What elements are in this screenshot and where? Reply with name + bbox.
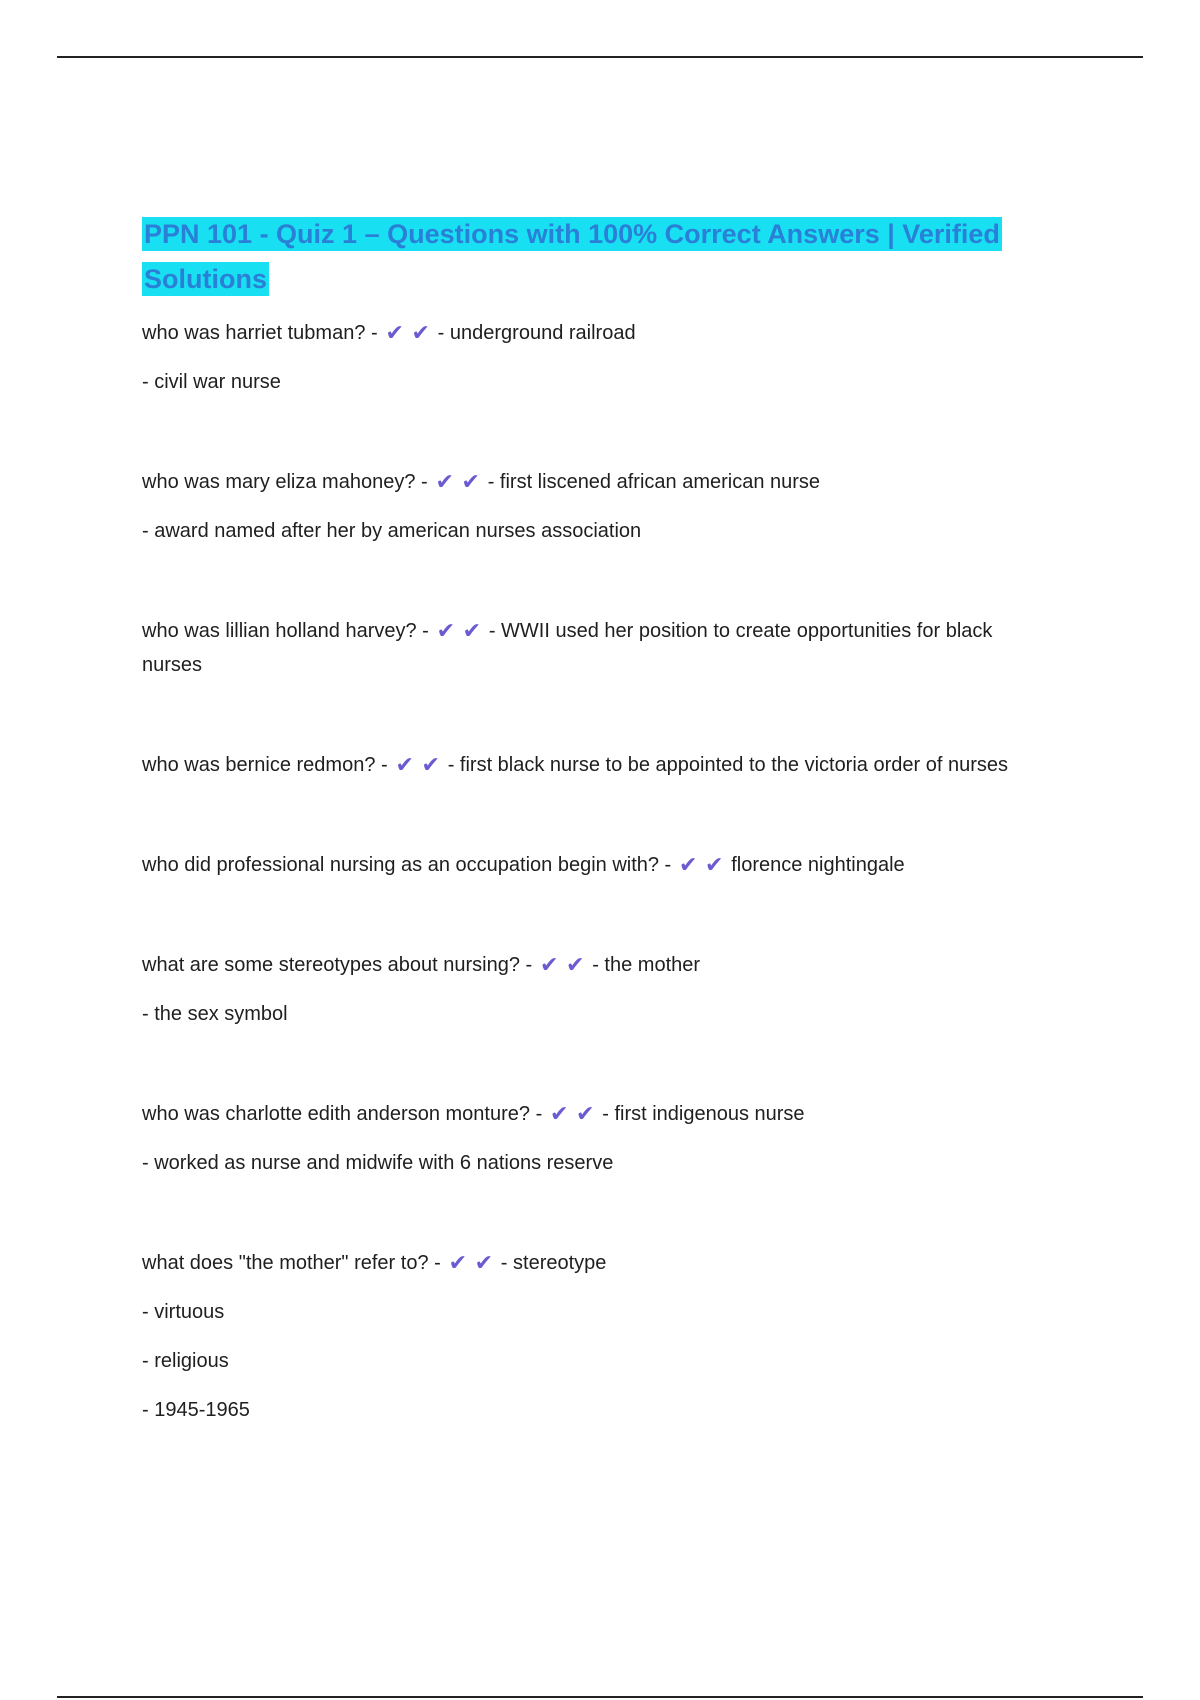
answer-extra-line: - award named after her by american nurses association: [142, 520, 642, 542]
question-line: [142, 1246, 1042, 1280]
answer-text: - first black nurse to be appointed to the victoria order of nurses: [447, 754, 1008, 776]
double-check-icon: ✔ ✔: [448, 1250, 494, 1275]
question-text: who was charlotte edith anderson monture? -: [142, 1103, 543, 1125]
answer-text: - first indigenous nurse: [602, 1103, 805, 1125]
title-highlight: PPN 101 - Quiz 1 – Questions with 100% Correct Answers | Verified Solutions: [144, 219, 1000, 294]
answer-extra-line: - religious: [142, 1350, 229, 1372]
question-line: [142, 465, 1042, 499]
answer-text: - WWII used her position to create opportunities for black nurses: [142, 620, 993, 676]
qa-item: [142, 316, 1042, 399]
double-check-icon: ✔ ✔: [550, 1101, 595, 1126]
answer-text: - first liscened african american nurse: [487, 471, 821, 493]
double-check-icon: ✔ ✔: [540, 952, 585, 977]
document-body: [142, 212, 1042, 1442]
double-check-icon: ✔ ✔: [435, 469, 480, 494]
double-check-icon: ✔ ✔: [385, 320, 430, 345]
document-title: [142, 212, 1042, 302]
qa-item: [142, 848, 1042, 882]
header-rule: [57, 56, 1143, 58]
answer-extra-line: - virtuous: [142, 1301, 225, 1323]
question-line: [142, 614, 1042, 682]
question-text: who did professional nursing as an occupation begin with? -: [142, 854, 672, 876]
question-line: [142, 1097, 1042, 1131]
question-line: [142, 848, 1042, 882]
qa-item: [142, 1246, 1042, 1427]
question-text: who was bernice redmon? -: [142, 754, 388, 776]
answer-extra-line: - worked as nurse and midwife with 6 nations reserve: [142, 1152, 614, 1174]
answer-text: - the mother: [592, 954, 701, 976]
question-line: [142, 316, 1042, 350]
question-text: what are some stereotypes about nursing? -: [142, 954, 533, 976]
qa-list: [142, 316, 1042, 1427]
double-check-icon: ✔ ✔: [436, 618, 482, 643]
qa-item: [142, 614, 1042, 682]
double-check-icon: ✔ ✔: [679, 852, 724, 877]
answer-extra-line: - civil war nurse: [142, 371, 281, 393]
question-line: [142, 948, 1042, 982]
answer-text: - underground railroad: [437, 322, 636, 344]
answer-extra-line: - the sex symbol: [142, 1003, 288, 1025]
answer-text: - stereotype: [500, 1252, 607, 1274]
question-text: what does "the mother" refer to? -: [142, 1252, 441, 1274]
question-line: [142, 748, 1042, 782]
footer-rule: [57, 1696, 1143, 1698]
qa-item: [142, 948, 1042, 1031]
double-check-icon: ✔ ✔: [395, 752, 440, 777]
answer-text: florence nightingale: [731, 854, 905, 876]
qa-item: [142, 748, 1042, 782]
question-text: who was lillian holland harvey? -: [142, 620, 429, 642]
qa-item: [142, 465, 1042, 548]
question-text: who was mary eliza mahoney? -: [142, 471, 428, 493]
question-text: who was harriet tubman? -: [142, 322, 378, 344]
answer-extra-line: - 1945-1965: [142, 1399, 250, 1421]
qa-item: [142, 1097, 1042, 1180]
